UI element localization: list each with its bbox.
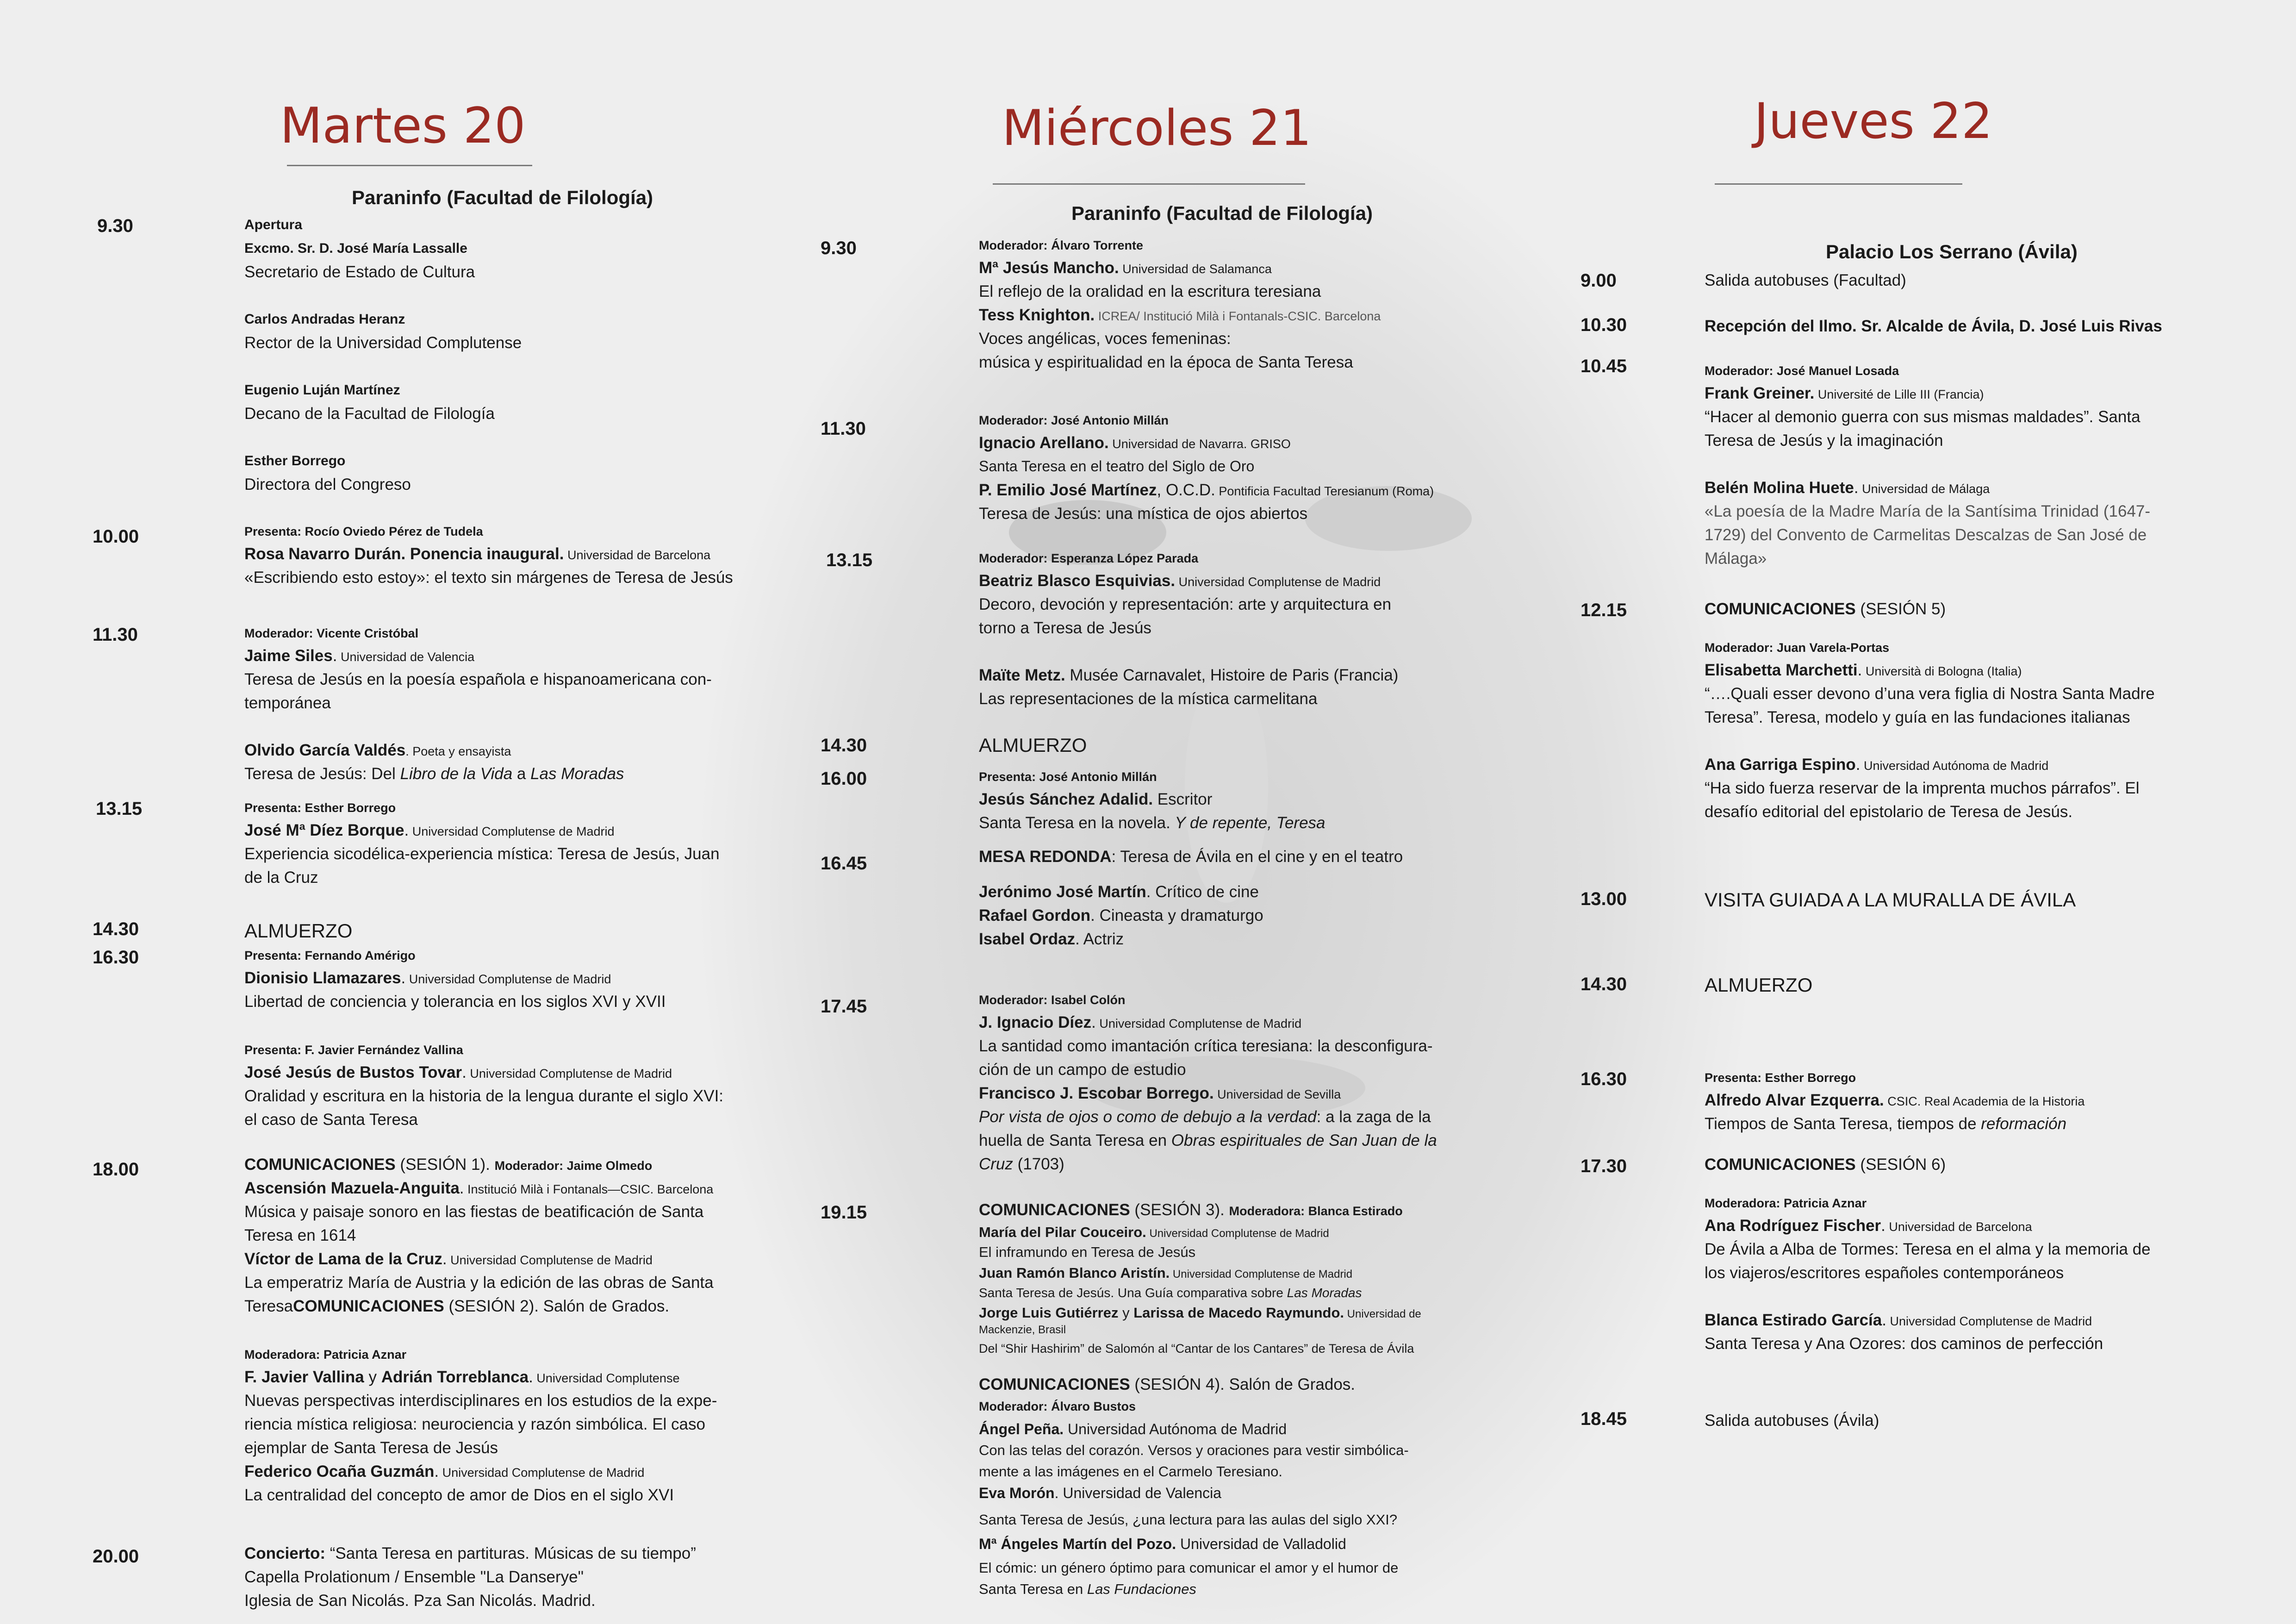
talk-title: Oralidad y escritura en la historia de la lengua durante el siglo XVI: (244, 1087, 724, 1105)
talk-title: Málaga» (1705, 550, 1767, 568)
talk-title: música y espiritualidad en la época de Santa Teresa (979, 353, 1353, 371)
moderator: Moderador: Esperanza López Parada (979, 551, 1199, 565)
talk-title: ción de un campo de estudio (979, 1061, 1186, 1079)
time-label: 10.45 (1580, 356, 1627, 376)
talk-title: El cómic: un género óptimo para comunicar el amor y el humor de (979, 1560, 1399, 1576)
speaker-name: Maïte Metz. (979, 666, 1065, 684)
talk-title: Santa Teresa en Las Fundaciones (979, 1581, 1196, 1597)
talk-title: ejemplar de Santa Teresa de Jesús (244, 1439, 498, 1457)
affiliation: Universidad Complutense (533, 1371, 680, 1385)
affiliation: Universidad Complutense de Madrid (1146, 1227, 1329, 1240)
talk-title: «Escribiendo esto estoy»: el texto sin márgenes de Teresa de Jesús (244, 568, 733, 587)
talk-title: Decoro, devoción y representación: arte y arquitectura en (979, 595, 1392, 613)
speaker-role: Rector de la Universidad Complutense (244, 334, 522, 352)
affiliation: Universidad Autónoma de Madrid (1860, 759, 2049, 773)
speaker-name: Ana Rodríguez Fischer (1705, 1217, 1881, 1235)
speaker-name: Olvido García Valdés (244, 741, 406, 759)
talk-title: Voces angélicas, voces femeninas: (979, 330, 1231, 348)
time-label: 13.00 (1580, 889, 1627, 909)
affiliation: Universidad Complutense de Madrid (1170, 1268, 1353, 1280)
time-label: 10.30 (1580, 315, 1627, 335)
talk-title: Teresa”. Teresa, modelo y guía en las fundaciones italianas (1705, 708, 2130, 726)
session-heading: COMUNICACIONES (979, 1201, 1130, 1219)
speaker-name: Mª Jesús Mancho. (979, 259, 1119, 277)
time-label: 16.00 (821, 768, 867, 789)
affiliation: Universidad Complutense de Madrid (1886, 1314, 2092, 1328)
time-label: 14.30 (93, 919, 139, 939)
event-title: VISITA GUIADA A LA MURALLA DE ÁVILA (1705, 889, 2076, 911)
affiliation: Universidad Complutense de Madrid (447, 1253, 653, 1267)
speaker-name: Beatriz Blasco Esquivias. (979, 572, 1176, 590)
talk-title: TeresaCOMUNICACIONES (SESIÓN 2). Salón de Grados. (244, 1297, 670, 1315)
affiliation: Universidad de Barcelona (1885, 1220, 2032, 1234)
speaker-name: F. Javier Vallina (244, 1368, 364, 1386)
speaker-name: J. Ignacio Díez (979, 1013, 1092, 1031)
speaker-name: Isabel Ordaz (979, 930, 1076, 948)
affiliation: Universidad Complutense de Madrid (439, 1466, 645, 1480)
affiliation: Institució Milà i Fontanals—CSIC. Barcelona (464, 1182, 714, 1196)
talk-title: Del “Shir Hashirim” de Salomón al “Cantar de los Cantares” de Teresa de Ávila (979, 1342, 1414, 1355)
speaker-name: Alfredo Alvar Ezquerra. (1705, 1091, 1884, 1109)
talk-title: desafío editorial del epistolario de Teresa de Jesús. (1705, 803, 2073, 821)
moderator: Moderadora: Patricia Aznar (1705, 1196, 1867, 1210)
moderator: Presenta: José Antonio Millán (979, 770, 1157, 784)
session-title: : Teresa de Ávila en el cine y en el teatro (1111, 848, 1403, 866)
time-label: 13.15 (826, 550, 873, 570)
event-label: Concierto: (244, 1544, 325, 1562)
affiliation: Università di Bologna (Italia) (1862, 664, 2022, 678)
affiliation: . Poeta y ensayista (405, 744, 511, 758)
speaker-name: José Mª Díez Borque (244, 821, 404, 839)
speaker-name: Tess Knighton. (979, 306, 1095, 324)
affiliation: Universidad de Barcelona (564, 548, 711, 562)
speaker-role: . Crítico de cine (1146, 883, 1259, 901)
speaker-role: Directora del Congreso (244, 475, 411, 493)
talk-title: El reflejo de la oralidad en la escritura teresiana (979, 282, 1321, 300)
speaker-name: Elisabetta Marchetti (1705, 661, 1858, 679)
event-title: Salida autobuses (Ávila) (1705, 1412, 1879, 1430)
moderator: Moderador: Isabel Colón (979, 993, 1126, 1007)
talk-title: Teresa de Jesús: Del Libro de la Vida a Las Moradas (244, 765, 624, 783)
speaker-name: Carlos Andradas Heranz (244, 312, 405, 327)
event-title: “Santa Teresa en partituras. Músicas de su tiempo” (325, 1544, 696, 1562)
speaker-name: Ignacio Arellano. (979, 434, 1109, 452)
speaker-name: Jerónimo José Martín (979, 883, 1146, 901)
location: Iglesia de San Nicolás. Pza San Nicolás. Madrid. (244, 1592, 596, 1610)
time-label: 11.30 (93, 625, 138, 645)
speaker-role: . Actriz (1075, 930, 1124, 948)
session-heading: COMUNICACIONES (244, 1156, 396, 1174)
time-label: 12.15 (1580, 600, 1627, 620)
break-label: ALMUERZO (1705, 974, 1813, 996)
talk-title: Las representaciones de la mística carmelitana (979, 690, 1318, 708)
day-column-thursday: Jueves 22 Palacio Los Serrano (Ávila) 9.00 Salida autobuses (Facultad) 10.30 Recepción del Ilmo. Sr. Alcalde de Ávila, D. José Luis Rivas 10.45 Moderador: José Manuel Losada Frank Greiner. Université de Lille III (Francia) “Hacer al demonio guerra con sus mismas maldades”. Santa Teresa de Jesús y la imaginación Belén Molina Huete. Universidad de Málaga «La poesía de la Madre María de la Santísima Trinidad (1647- 1729) del Convento de Carmelitas Descalzas de San José de Málaga» 12.15 COMUNICACIONES (SESIÓN 5) Moderador: Juan Varela-Portas Elisabetta Marchetti. Università di Bologna (Italia) “….Quali esser devono d’una vera figlia di Nostra Santa Madre Teresa”. Teresa, modelo y guía en las fundaciones italianas Ana Garriga Espino. Universidad Autónoma de Madrid “Ha sido fuerza reservar de la imprenta muchos párrafos”. El desafío editorial del epistolario de Teresa de Jesús. 13.00 VISITA GUIADA A LA MURALLA DE ÁVILA 14.30 ALMUERZO 16.30 Presenta: Esther Borrego Alfredo Alvar Ezquerra. CSIC. Real Academia de la Historia Tiempos de Santa Teresa, tiempos de reformación 17.30 COMUNICACIONES (SESIÓN 6) Moderadora: Patricia Aznar Ana Rodríguez Fischer. Universidad de Barcelona De Ávila a Alba de Tormes: Teresa en el alma y la memoria de los viajeros/escritores españoles contemporáneos Blanca Estirado García. Universidad Complutense de Madrid Santa Teresa y Ana Ozores: dos caminos de perfección 18.45 Salida autobuses (Ávila) (0, 0, 2296, 1624)
talk-title: Cruz (1703) (979, 1155, 1064, 1173)
time-label: 19.15 (821, 1202, 867, 1223)
day-title: Miércoles 21 (1002, 100, 1312, 156)
speaker-role: . Cineasta y dramaturgo (1090, 906, 1263, 924)
day-title: Jueves 22 (1754, 93, 1993, 150)
speaker-name: Adrián Torreblanca (381, 1368, 529, 1386)
day-column-tuesday: Martes 20 Paraninfo (Facultad de Filología) 9.30 Apertura Excmo. Sr. D. José María Lassalle Secretario de Estado de Cultura Carlos Andradas Heranz Rector de la Universidad Complutense Eugenio Luján Martínez Decano de la Facultad de Filología Esther Borrego Directora del Congreso 10.00 Presenta: Rocío Oviedo Pérez de Tudela Rosa Navarro Durán. Ponencia inaugural. Universidad de Barcelona «Escribiendo esto estoy»: el texto sin márgenes de Teresa de Jesús 11.30 Moderador: Vicente Cristóbal Jaime Siles. Universidad de Valencia Teresa de Jesús en la poesía española e hispanoamericana con- temporánea Olvido García Valdés. Poeta y ensayista Teresa de Jesús: Del Libro de la Vida a Las Moradas 13.15 Presenta: Esther Borrego José Mª Díez Borque. Universidad Complutense de Madrid Experiencia sicodélica-experiencia mística: Teresa de Jesús, Juan de la Cruz 14.30 ALMUERZO 16.30 Presenta: Fernando Amérigo Dionisio Llamazares. Universidad Complutense de Madrid Libertad de conciencia y tolerancia en los siglos XVI y XVII Presenta: F. Javier Fernández Vallina José Jesús de Bustos Tovar. Universidad Complutense de Madrid Oralidad y escritura en la historia de la lengua durante el siglo XVI: el caso de Santa Teresa 18.00 COMUNICACIONES (SESIÓN 1). Moderador: Jaime Olmedo Ascensión Mazuela-Anguita. Institució Milà i Fontanals—CSIC. Barcelona Música y paisaje sonoro en las fiestas de beatificación de Santa Teresa en 1614 Víctor de Lama de la Cruz. Universidad Complutense de Madrid La emperatriz María de Austria y la edición de las obras de Santa TeresaCOMUNICACIONES (SESIÓN 2). Salón de Grados. Moderadora: Patricia Aznar F. Javier Vallina y Adrián Torreblanca. Universidad Complutense Nuevas perspectivas interdisciplinares en los estudios de la expe- riencia mística religiosa: neurociencia y razón simbólica. El caso ejemplar de Santa Teresa de Jesús Federico Ocaña Guzmán. Universidad Complutense de Madrid La centralidad del concepto de amor de Dios en el siglo XVI 20.00 Concierto: “Santa Teresa en partituras. Músicas de su tiempo” Capella Prolationum / Ensemble "La Danserye" Iglesia de San Nicolás. Pza San Nicolás. Madrid. (0, 0, 787, 1624)
moderator: Presenta: Fernando Amérigo (244, 949, 416, 962)
speaker-name: Frank Greiner. (1705, 384, 1815, 402)
speaker-role: Secretario de Estado de Cultura (244, 263, 475, 281)
speaker-name: Ana Garriga Espino (1705, 756, 1856, 774)
session-heading: COMUNICACIONES (1705, 600, 1856, 618)
speaker-name: Belén Molina Huete (1705, 479, 1854, 497)
speaker-name: Francisco J. Escobar Borrego. (979, 1084, 1214, 1102)
talk-title: riencia mística religiosa: neurociencia y razón simbólica. El caso (244, 1415, 705, 1433)
affiliation: Universidad Complutense de Madrid (409, 824, 615, 838)
time-label: 16.45 (821, 853, 867, 874)
talk-title: de la Cruz (244, 868, 318, 887)
speaker-name: Mª Ángeles Martín del Pozo. (979, 1536, 1176, 1552)
moderator: Presenta: Esther Borrego (244, 801, 396, 815)
affiliation: Universidad Complutense de Madrid (466, 1067, 672, 1081)
moderator: Moderadora: Patricia Aznar (244, 1348, 407, 1362)
time-label: 17.45 (821, 996, 867, 1017)
talk-title: Libertad de conciencia y tolerancia en los siglos XVI y XVII (244, 993, 666, 1011)
day-column-wednesday: Miércoles 21 Paraninfo (Facultad de Filología) 9.30 Moderador: Álvaro Torrente Mª Jesús Mancho. Universidad de Salamanca El reflejo de la oralidad en la escritura teresiana Tess Knighton. ICREA/ Institució Milà i Fontanals-CSIC. Barcelona Voces angélicas, voces femeninas: música y espiritualidad en la época de Santa Teresa 11.30 Moderador: José Antonio Millán Ignacio Arellano. Universidad de Navarra. GRISO Santa Teresa en el teatro del Siglo de Oro P. Emilio José Martínez, O.C.D. Pontificia Facultad Teresianum (Roma) Teresa de Jesús: una mística de ojos abiertos 13.15 Moderador: Esperanza López Parada Beatriz Blasco Esquivias. Universidad Complutense de Madrid Decoro, devoción y representación: arte y arquitectura en torno a Teresa de Jesús Maïte Metz. Musée Carnavalet, Histoire de Paris (Francia) Las representaciones de la mística carmelitana 14.30 ALMUERZO 16.00 Presenta: José Antonio Millán Jesús Sánchez Adalid. Escritor Santa Teresa en la novela. Y de repente, Teresa 16.45 MESA REDONDA: Teresa de Ávila en el cine y en el teatro Jerónimo José Martín. Crítico de cine Rafael Gordon. Cineasta y dramaturgo Isabel Ordaz. Actriz 17.45 Moderador: Isabel Colón J. Ignacio Díez. Universidad Complutense de Madrid La santidad como imantación crítica teresiana: la desconfigura- ción de un campo de estudio Francisco J. Escobar Borrego. Universidad de Sevilla Por vista de ojos o como de debujo a la verdad: a la zaga de la huella de Santa Teresa en Obras espirituales de San Juan de la Cruz (1703) 19.15 COMUNICACIONES (SESIÓN 3). Moderadora: Blanca Estirado María del Pilar Couceiro. Universidad Complutense de Madrid El inframundo en Teresa de Jesús Juan Ramón Blanco Aristín. Universidad Complutense de Madrid Santa Teresa de Jesús. Una Guía comparativa sobre Las Moradas Jorge Luis Gutiérrez y Larissa de Macedo Raymundo. Universidad de Mackenzie, Brasil Del “Shir Hashirim” de Salomón al “Cantar de los Cantares” de Teresa de Ávila COMUNICACIONES (SESIÓN 4). Salón de Grados. Moderador: Álvaro Bustos Ángel Peña. Universidad Autónoma de Madrid Con las telas del corazón. Versos y oraciones para vestir simbólica- mente a las imágenes en el Carmelo Teresiano. Eva Morón. Universidad de Valencia Santa Teresa de Jesús, ¿una lectura para las aulas del siglo XXI? Mª Ángeles Martín del Pozo. Universidad de Valladolid El cómic: un género óptimo para comunicar el amor y el humor de Santa Teresa en Las Fundaciones (0, 0, 1527, 1624)
break-label: ALMUERZO (244, 920, 353, 942)
speaker-name: Juan Ramón Blanco Aristín. (979, 1265, 1170, 1281)
title-underline (1715, 183, 1962, 185)
talk-title: 1729) del Convento de Carmelitas Descalzas de San José de (1705, 526, 2147, 544)
talk-title: Tiempos de Santa Teresa, tiempos de reformación (1705, 1115, 2067, 1133)
speaker-name: Jesús Sánchez Adalid. (979, 790, 1153, 808)
talk-title: torno a Teresa de Jesús (979, 619, 1151, 637)
talk-title: La santidad como imantación crítica teresiana: la desconfigura- (979, 1037, 1433, 1055)
talk-title: El inframundo en Teresa de Jesús (979, 1244, 1196, 1260)
talk-title: Música y paisaje sonoro en las fiestas de beatificación de Santa (244, 1203, 704, 1221)
affiliation: Mackenzie, Brasil (979, 1324, 1066, 1336)
talk-title: La emperatriz María de Austria y la edición de las obras de Santa (244, 1274, 714, 1292)
affiliation: Universidad de Valencia (337, 650, 475, 664)
talk-title: Teresa de Jesús en la poesía española e hispanoamericana con- (244, 670, 712, 688)
talk-title: Santa Teresa y Ana Ozores: dos caminos de perfección (1705, 1335, 2103, 1353)
time-label: 18.45 (1580, 1409, 1627, 1429)
affiliation: Universidad de Málaga (1858, 482, 1990, 496)
time-label: 11.30 (821, 418, 866, 439)
time-label: 16.30 (1580, 1069, 1627, 1089)
talk-title: temporánea (244, 694, 331, 712)
moderator: Moderador: Álvaro Torrente (979, 238, 1144, 252)
moderator: Presenta: Esther Borrego (1705, 1071, 1856, 1085)
venue-heading: Paraninfo (Facultad de Filología) (352, 187, 653, 208)
time-label: 14.30 (1580, 974, 1627, 994)
speaker-name: Federico Ocaña Guzmán (244, 1462, 435, 1480)
moderator: Moderador: José Antonio Millán (979, 413, 1169, 427)
affiliation: Pontificia Facultad Teresianum (Roma) (1215, 484, 1434, 498)
speaker-name: Jaime Siles (244, 647, 333, 665)
talk-title: La centralidad del concepto de amor de Dios en el siglo XVI (244, 1486, 674, 1504)
time-label: 9.30 (97, 216, 133, 236)
talk-title: Experiencia sicodélica-experiencia mística: Teresa de Jesús, Juan (244, 845, 720, 863)
speaker-name: María del Pilar Couceiro. (979, 1224, 1146, 1240)
moderator: Moderador: Álvaro Bustos (979, 1399, 1136, 1413)
session-heading: MESA REDONDA (979, 848, 1112, 866)
talk-title: huella de Santa Teresa en Obras espirituales de San Juan de la (979, 1131, 1437, 1149)
speaker-name: Excmo. Sr. D. José María Lassalle (244, 241, 467, 256)
affiliation: Universidad Complutense de Madrid (1175, 575, 1381, 589)
moderator: Presenta: F. Javier Fernández Vallina (244, 1043, 463, 1057)
affiliation: Universidad de Sevilla (1213, 1087, 1341, 1101)
talk-title: De Ávila a Alba de Tormes: Teresa en el alma y la memoria de (1705, 1240, 2151, 1258)
speaker-role: Decano de la Facultad de Filología (244, 405, 495, 423)
affiliation: Universidad Complutense de Madrid (405, 972, 611, 986)
session-heading: COMUNICACIONES (979, 1375, 1130, 1393)
session-label: Apertura (244, 217, 303, 232)
talk-title: mente a las imágenes en el Carmelo Teresiano. (979, 1463, 1282, 1480)
speaker-name: Eva Morón (979, 1485, 1055, 1501)
talk-title: Santa Teresa en la novela. Y de repente, Teresa (979, 814, 1325, 832)
moderator: Moderadora: Blanca Estirado (1229, 1204, 1403, 1218)
time-label: 16.30 (93, 947, 139, 968)
moderator: Moderador: Vicente Cristóbal (244, 626, 419, 640)
moderator: Moderador: Jaime Olmedo (494, 1159, 653, 1173)
speaker-name: Ascensión Mazuela-Anguita (244, 1179, 460, 1197)
moderator: Presenta: Rocío Oviedo Pérez de Tudela (244, 525, 483, 538)
event-title: Recepción del Ilmo. Sr. Alcalde de Ávila, D. José Luis Rivas (1705, 317, 2162, 335)
affiliation: Musée Carnavalet, Histoire de Paris (Francia) (1065, 666, 1399, 684)
talk-title: Por vista de ojos o como de debujo a la verdad: a la zaga de la (979, 1108, 1431, 1126)
moderator: Moderador: Juan Varela-Portas (1705, 641, 1890, 655)
time-label: 9.30 (821, 238, 857, 258)
event-title: Salida autobuses (Facultad) (1705, 271, 1906, 289)
speaker-name: Rafael Gordon (979, 906, 1091, 924)
talk-title: Santa Teresa de Jesús, ¿una lectura para las aulas del siglo XXI? (979, 1512, 1398, 1528)
affiliation: Universidad Complutense de Madrid (1095, 1017, 1302, 1031)
talk-title: «La poesía de la Madre María de la Santísima Trinidad (1647- (1705, 502, 2151, 520)
affiliation: . Universidad de Valencia (1054, 1485, 1222, 1501)
talk-title: “Hacer al demonio guerra con sus mismas maldades”. Santa (1705, 408, 2140, 426)
speaker-role: Escritor (1153, 790, 1213, 808)
talk-title: Teresa en 1614 (244, 1226, 356, 1244)
affiliation: CSIC. Real Academia de la Historia (1884, 1094, 2085, 1108)
talk-title: los viajeros/escritores españoles contemporáneos (1705, 1264, 2064, 1282)
speaker-name: Dionisio Llamazares (244, 969, 401, 987)
performer: Capella Prolationum / Ensemble "La Danserye" (244, 1568, 584, 1586)
talk-title: “Ha sido fuerza reservar de la imprenta muchos párrafos”. El (1705, 779, 2140, 797)
affiliation: ICREA/ Institució Milà i Fontanals-CSIC. Barcelona (1095, 309, 1381, 323)
time-label: 20.00 (93, 1546, 139, 1567)
time-label: 14.30 (821, 735, 867, 756)
talk-title: Con las telas del corazón. Versos y oraciones para vestir simbólica- (979, 1442, 1409, 1458)
speaker-name: Larissa de Macedo Raymundo. (1133, 1305, 1344, 1321)
affiliation: Universidad de Navarra. GRISO (1108, 437, 1291, 451)
talk-title: Nuevas perspectivas interdisciplinares en los estudios de la expe- (244, 1392, 717, 1410)
talk-title: el caso de Santa Teresa (244, 1111, 418, 1129)
talk-title: Santa Teresa de Jesús. Una Guía comparativa sobre Las Moradas (979, 1286, 1362, 1300)
speaker-name: Blanca Estirado García (1705, 1311, 1882, 1329)
affiliation: Universidad Autónoma de Madrid (1064, 1421, 1287, 1437)
speaker-name: P. Emilio José Martínez (979, 481, 1157, 499)
talk-title: Teresa de Jesús y la imaginación (1705, 431, 1943, 450)
affiliation: Universidad de Salamanca (1119, 262, 1272, 276)
speaker-name: Ángel Peña. (979, 1421, 1064, 1437)
moderator: Moderador: José Manuel Losada (1705, 364, 1899, 378)
time-label: 13.15 (96, 799, 143, 819)
speaker-name: Esther Borrego (244, 453, 346, 468)
speaker-name: Víctor de Lama de la Cruz (244, 1250, 442, 1268)
time-label: 9.00 (1580, 270, 1617, 291)
time-label: 17.30 (1580, 1156, 1627, 1176)
speaker-name: Eugenio Luján Martínez (244, 382, 400, 398)
talk-title: Santa Teresa en el teatro del Siglo de Oro (979, 458, 1255, 475)
affiliation: Universidad de Valladolid (1176, 1536, 1346, 1552)
session-heading: COMUNICACIONES (1705, 1156, 1856, 1174)
affiliation: Universidad de (1344, 1308, 1421, 1320)
time-label: 10.00 (93, 526, 139, 547)
break-label: ALMUERZO (979, 734, 1087, 756)
speaker-name: José Jesús de Bustos Tovar (244, 1063, 462, 1081)
venue-heading: Paraninfo (Facultad de Filología) (1071, 202, 1373, 224)
affiliation: Université de Lille III (Francia) (1814, 387, 1984, 401)
time-label: 18.00 (93, 1159, 139, 1180)
talk-title: “….Quali esser devono d’una vera figlia di Nostra Santa Madre (1705, 685, 2155, 703)
day-title: Martes 20 (280, 97, 526, 154)
speaker-name: Jorge Luis Gutiérrez (979, 1305, 1119, 1321)
venue-heading: Palacio Los Serrano (Ávila) (1826, 241, 2078, 262)
speaker-name: Rosa Navarro Durán. Ponencia inaugural. (244, 545, 564, 563)
talk-title: Teresa de Jesús: una mística de ojos abiertos (979, 505, 1308, 523)
